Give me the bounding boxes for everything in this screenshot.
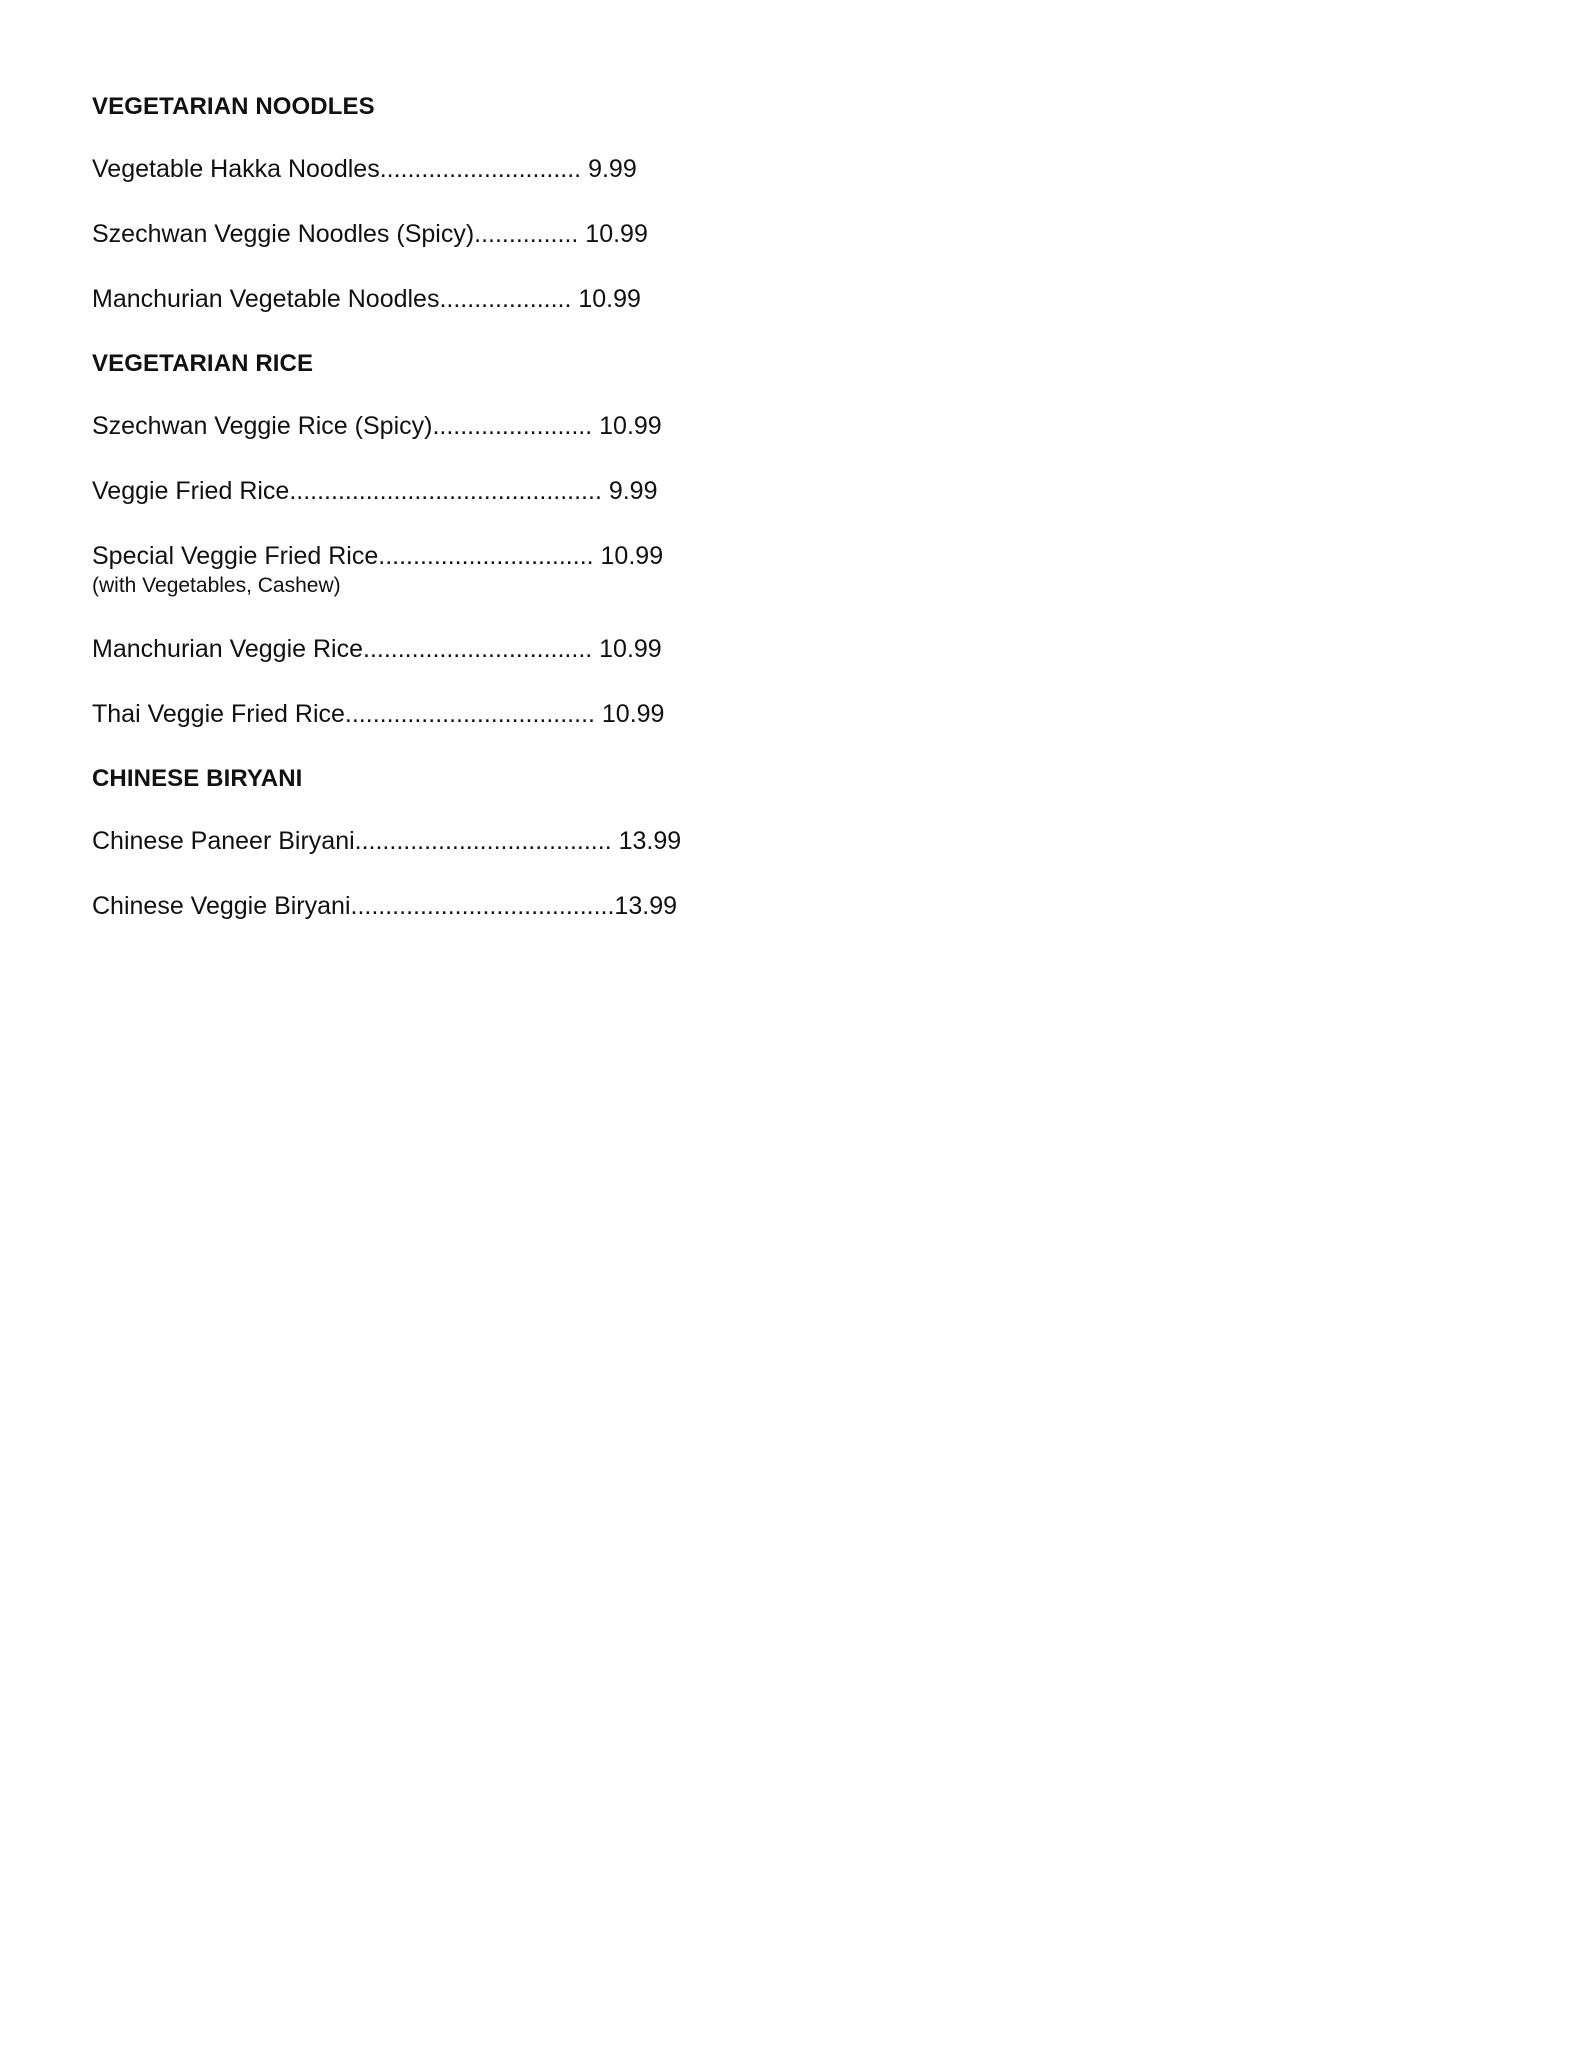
menu-item [92,284,992,314]
section-vegetarian-noodles [92,92,992,314]
menu-item-line: Chinese Paneer Biryani..................................... 13.99 [92,827,682,855]
menu-item-line: Manchurian Vegetable Noodles................... 10.99 [92,285,641,313]
section-vegetarian-rice [92,349,992,729]
menu-item [92,891,992,921]
menu-page [92,92,992,956]
section-title: VEGETARIAN RICE [92,350,314,377]
menu-item-line: Chinese Veggie Biryani......................................13.99 [92,892,677,920]
menu-item [92,634,992,664]
menu-item [92,699,992,729]
menu-item-line: Vegetable Hakka Noodles............................. 9.99 [92,155,637,183]
menu-item-line: Szechwan Veggie Noodles (Spicy)............... 10.99 [92,220,648,248]
menu-item-line: Thai Veggie Fried Rice.................................... 10.99 [92,700,665,728]
section-chinese-biryani [92,764,992,921]
menu-item [92,826,992,856]
menu-item [92,154,992,184]
menu-item-line: Veggie Fried Rice............................................. 9.99 [92,477,658,505]
menu-item [92,541,992,599]
menu-item-line: Special Veggie Fried Rice............................... 10.99 [92,542,664,570]
menu-item [92,219,992,249]
section-title: CHINESE BIRYANI [92,765,303,792]
menu-item [92,411,992,441]
section-title: VEGETARIAN NOODLES [92,93,375,120]
menu-item-note: (with Vegetables, Cashew) [92,574,341,597]
menu-item-line: Manchurian Veggie Rice................................. 10.99 [92,635,662,663]
menu-item [92,476,992,506]
menu-item-line: Szechwan Veggie Rice (Spicy)....................... 10.99 [92,412,662,440]
